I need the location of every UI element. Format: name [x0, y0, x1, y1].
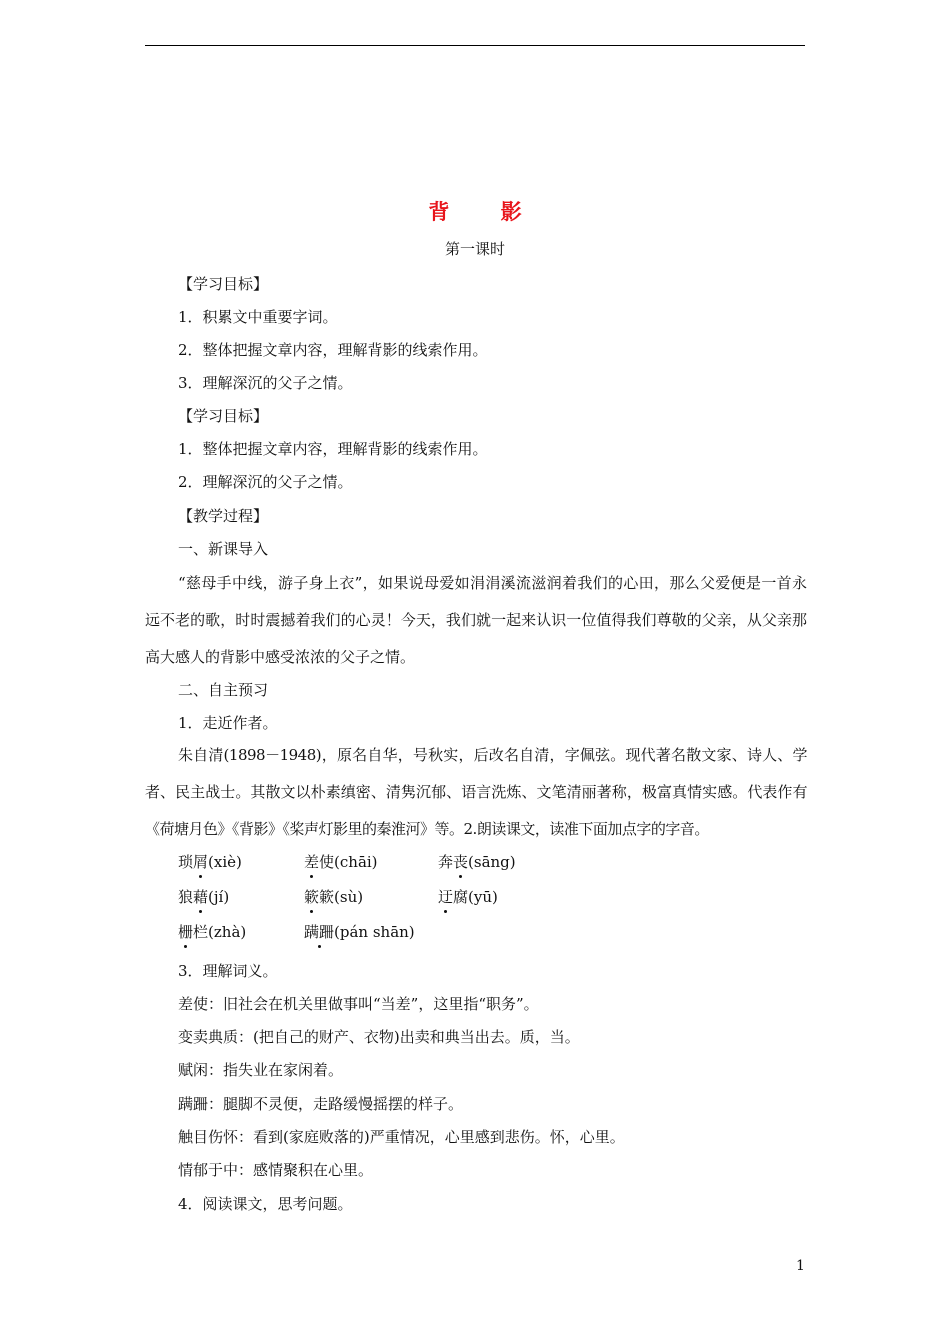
- objectives-heading-2: 【学习目标】: [178, 407, 269, 425]
- item-heading-reading: 4．阅读课文，思考问题。: [178, 1195, 353, 1213]
- pronunciation-item: 琐屑(xiè): [178, 853, 242, 871]
- objective-item: 1．积累文中重要字词。: [178, 308, 338, 326]
- objective-item: 2．理解深沉的父子之情。: [178, 473, 353, 491]
- definition-item: 变卖典质：(把自己的财产、衣物)出卖和典当出去。质，当。: [178, 1028, 580, 1046]
- section-heading-intro: 一、新课导入: [178, 540, 269, 558]
- page-subtitle: 第一课时: [444, 240, 505, 258]
- pronunciation-item: 差使(chāi): [304, 853, 378, 871]
- pronunciation-item: 狼藉(jí): [178, 888, 230, 906]
- section-heading-preview: 二、自主预习: [178, 681, 269, 699]
- pronunciation-item: 奔丧(sāng): [438, 853, 516, 871]
- pronunciation-item: 迂腐(yū): [438, 888, 498, 906]
- objective-item: 3．理解深沉的父子之情。: [178, 374, 353, 392]
- pronunciation-item: 蹒跚(pán shān): [304, 923, 415, 941]
- pronunciation-item: 栅栏(zhà): [178, 923, 247, 941]
- item-heading-definitions: 3．理解词义。: [178, 962, 278, 980]
- header-rule: [145, 45, 805, 46]
- objective-item: 1．整体把握文章内容，理解背影的线索作用。: [178, 440, 488, 458]
- objective-item: 2．整体把握文章内容，理解背影的线索作用。: [178, 341, 488, 359]
- definition-item: 差使：旧社会在机关里做事叫“当差”，这里指“职务”。: [178, 995, 539, 1013]
- process-heading: 【教学过程】: [178, 507, 269, 525]
- definition-item: 情郁于中：感情聚积在心里。: [178, 1161, 374, 1179]
- definition-item: 触目伤怀：看到(家庭败落的)严重情况，心里感到悲伤。怀，心里。: [178, 1128, 625, 1146]
- definition-item: 蹒跚：腿脚不灵便，走路缓慢摇摆的样子。: [178, 1095, 464, 1113]
- intro-paragraph: “慈母手中线，游子身上衣”，如果说母爱如涓涓溪流滋润着我们的心田，那么父爱便是一首永远不老的歌，时时震撼着我们的心灵！今天，我们就一起来认识一位值得我们尊敬的父亲，从父亲那高大感人的背影中感受浓浓的父子之情。: [145, 574, 807, 666]
- definition-item: 赋闲：指失业在家闲着。: [178, 1061, 344, 1079]
- objectives-heading: 【学习目标】: [178, 275, 269, 293]
- item-heading-author: 1．走近作者。: [178, 714, 278, 732]
- page-title: 背 影: [428, 199, 544, 224]
- author-paragraph: 朱自清(1898－1948)，原名自华，号秋实，后改名自清，字佩弦。现代著名散文家、诗人、学者、民主战士。其散文以朴素缜密、清隽沉郁、语言洗炼、文笔清丽著称，极富真情实感。代表作有《荷塘月色》《背影》《桨声灯影里的秦淮河》等。2.朗读课文，读准下面加点字的字音。: [145, 746, 807, 838]
- page-number: 1: [796, 1258, 805, 1274]
- pronunciation-item: 簌簌(sù): [304, 888, 364, 906]
